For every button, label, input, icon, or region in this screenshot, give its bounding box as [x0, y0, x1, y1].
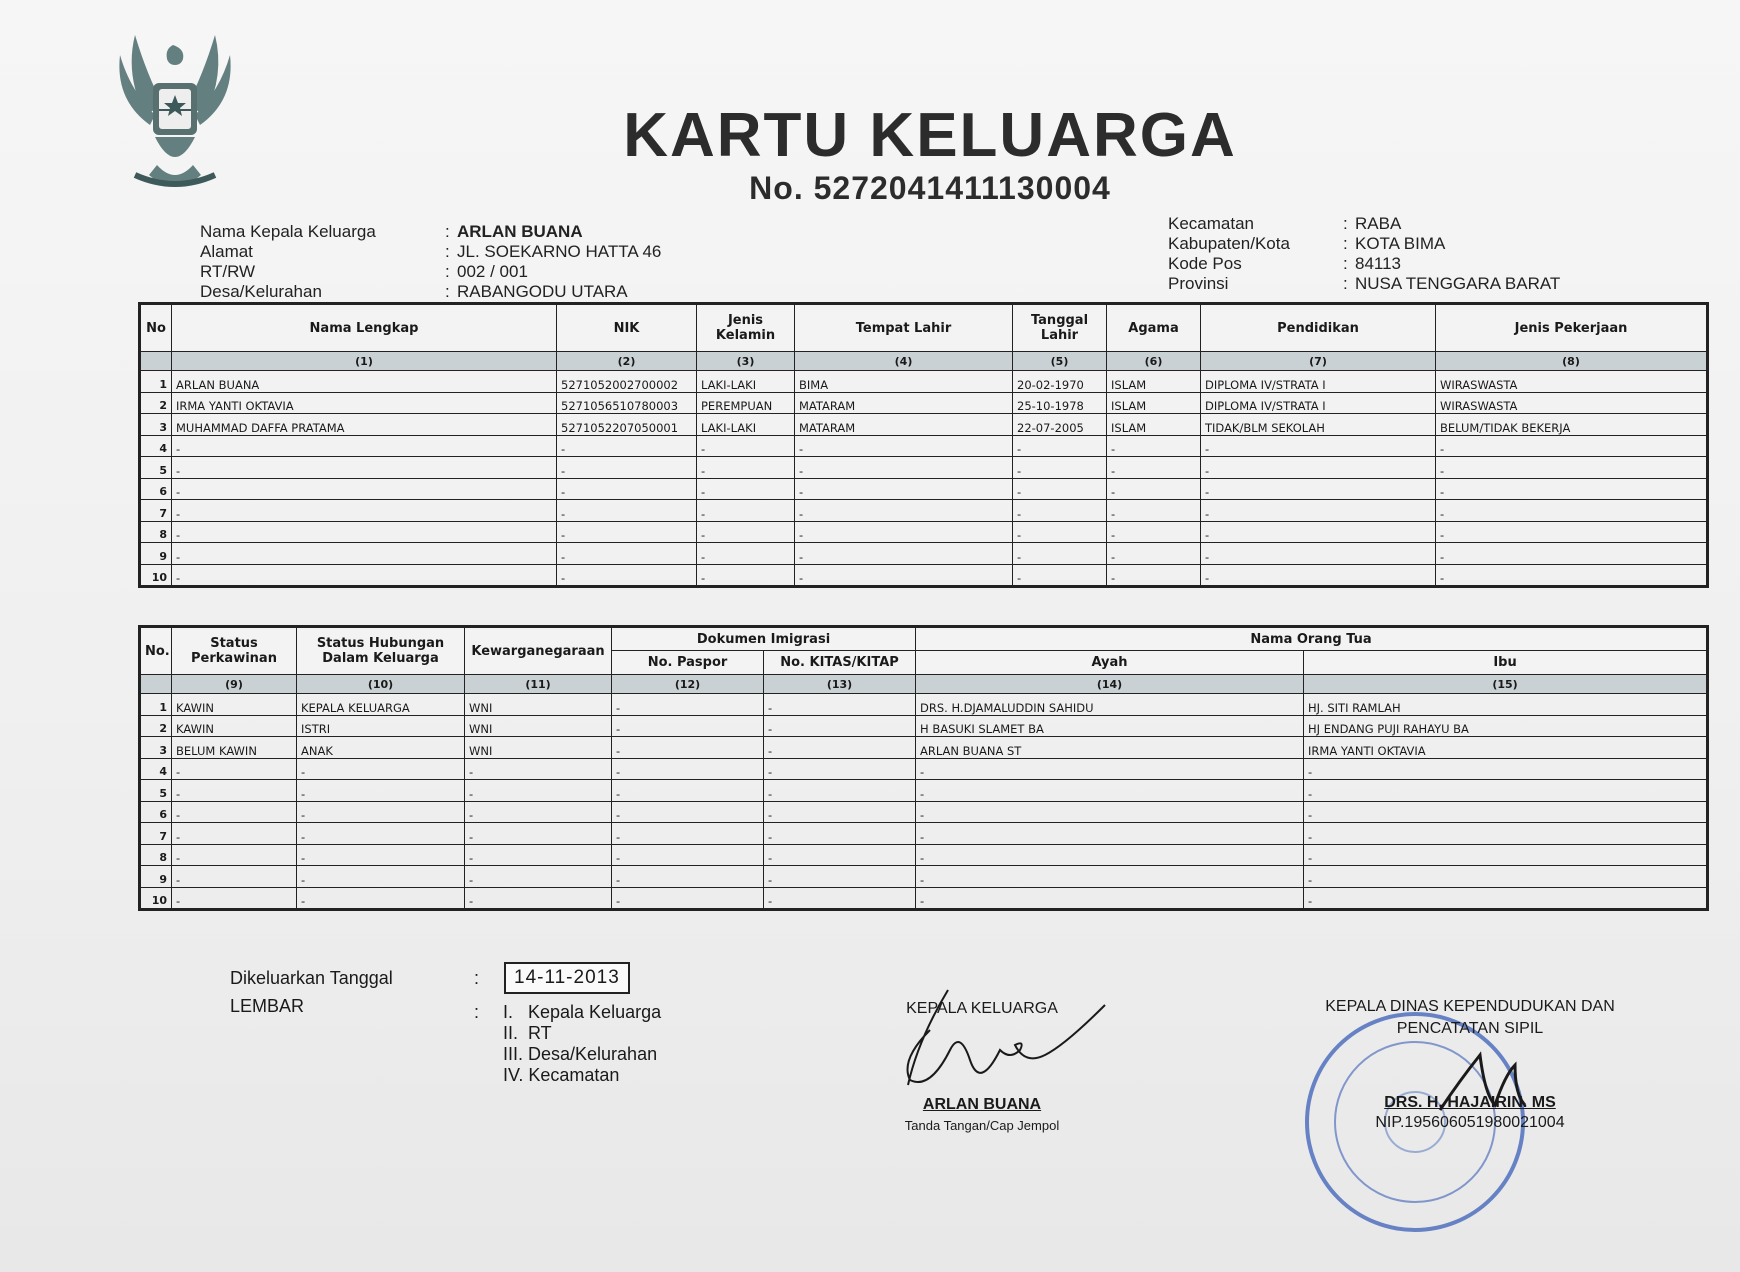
birthdate-cell: 22-07-2005 [1013, 414, 1107, 436]
marital-status-cell: - [172, 887, 297, 910]
province-row [1168, 274, 1560, 294]
birthplace-cell: MATARAM [795, 414, 1013, 436]
address-label: Alamat [200, 242, 253, 261]
family-head-signature-icon [870, 985, 1120, 1095]
religion-cell: - [1107, 457, 1201, 479]
occupation-cell: - [1436, 564, 1708, 587]
gender-cell: - [697, 564, 795, 587]
full-name-cell: IRMA YANTI OKTAVIA [172, 392, 557, 414]
birthdate-cell: 20-02-1970 [1013, 371, 1107, 393]
lembar-item: III. Desa/Kelurahan [503, 1044, 658, 1064]
member-row [140, 414, 1708, 436]
full-name-cell: ARLAN BUANA [172, 371, 557, 393]
occupation-cell: - [1436, 478, 1708, 500]
gender-cell: PEREMPUAN [697, 392, 795, 414]
col-header-family-relation: Status Hubungan Dalam Keluarga [297, 627, 465, 675]
col-header-education: Pendidikan [1201, 304, 1436, 352]
member-status-row [140, 715, 1708, 737]
member-row [140, 478, 1708, 500]
separator: : [1343, 274, 1348, 293]
education-cell: - [1201, 478, 1436, 500]
father-name-cell: - [916, 801, 1304, 823]
postal-code-label: Kode Pos [1168, 254, 1242, 273]
gender-cell: - [697, 478, 795, 500]
birthplace-cell: - [795, 478, 1013, 500]
education-cell: - [1201, 543, 1436, 565]
col-header-birthdate: Tanggal Lahir [1013, 304, 1107, 352]
row-number-cell: 5 [140, 780, 172, 802]
birthplace-cell: - [795, 564, 1013, 587]
nik-cell: - [557, 500, 697, 522]
nik-cell: - [557, 521, 697, 543]
separator: : [445, 282, 450, 301]
occupation-cell: - [1436, 457, 1708, 479]
father-name-cell: - [916, 866, 1304, 888]
religion-cell: ISLAM [1107, 392, 1201, 414]
family-relation-cell: - [297, 866, 465, 888]
mother-name-cell: - [1304, 823, 1708, 845]
village-row [200, 282, 661, 302]
family-relation-cell: - [297, 844, 465, 866]
postal-code-row [1168, 254, 1560, 274]
family-relation-cell: - [297, 801, 465, 823]
father-name-cell: H BASUKI SLAMET BA [916, 715, 1304, 737]
column-number-cell: (4) [795, 352, 1013, 371]
occupation-cell: BELUM/TIDAK BEKERJA [1436, 414, 1708, 436]
nik-cell: 5271052002700002 [557, 371, 697, 393]
citizenship-cell: - [465, 823, 612, 845]
row-number-cell: 9 [140, 866, 172, 888]
citizenship-cell: - [465, 801, 612, 823]
nik-cell: - [557, 478, 697, 500]
separator: : [474, 968, 480, 988]
district-label: Kecamatan [1168, 214, 1254, 233]
head-name-value: ARLAN BUANA [457, 222, 583, 241]
document-title: KARTU KELUARGA [623, 101, 1237, 170]
row-number-cell: 9 [140, 543, 172, 565]
family-relation-cell: KEPALA KELUARGA [297, 694, 465, 716]
passport-cell: - [612, 758, 764, 780]
marital-status-cell: - [172, 823, 297, 845]
row-number-cell: 4 [140, 435, 172, 457]
passport-cell: - [612, 737, 764, 759]
separator: : [445, 262, 450, 281]
mother-name-cell: IRMA YANTI OKTAVIA [1304, 737, 1708, 759]
occupation-cell: WIRASWASTA [1436, 392, 1708, 414]
dinas-official-nip: NIP.195606051980021004 [1375, 1114, 1565, 1131]
birthplace-cell: MATARAM [795, 392, 1013, 414]
religion-cell: - [1107, 564, 1201, 587]
gender-cell: - [697, 500, 795, 522]
religion-cell: ISLAM [1107, 414, 1201, 436]
row-number-cell: 1 [140, 694, 172, 716]
lembar-item: IV. Kecamatan [503, 1065, 620, 1085]
education-cell: DIPLOMA IV/STRATA I [1201, 392, 1436, 414]
postal-code-value: 84113 [1355, 254, 1402, 273]
regency-value: KOTA BIMA [1355, 234, 1446, 253]
mother-name-cell: - [1304, 887, 1708, 910]
family-relation-cell: ANAK [297, 737, 465, 759]
birthdate-cell: - [1013, 435, 1107, 457]
dinas-official-name: DRS. H. HAJAIRIN. MS [1384, 1094, 1556, 1111]
mother-name-cell: HJ ENDANG PUJI RAHAYU BA [1304, 715, 1708, 737]
separator: : [1343, 214, 1348, 233]
nik-cell: - [557, 457, 697, 479]
separator: : [1343, 234, 1348, 253]
row-number-cell: 4 [140, 758, 172, 780]
family-card-number: No. 5272041411130004 [749, 170, 1111, 206]
column-number-cell: (8) [1436, 352, 1708, 371]
citizenship-cell: - [465, 866, 612, 888]
column-number-cell [140, 675, 172, 694]
citizenship-cell: WNI [465, 715, 612, 737]
birthdate-cell: - [1013, 500, 1107, 522]
col-header-no: No. [140, 627, 172, 675]
father-name-cell: - [916, 823, 1304, 845]
marital-status-cell: - [172, 780, 297, 802]
birthplace-cell: - [795, 457, 1013, 479]
nik-cell: 5271056510780003 [557, 392, 697, 414]
column-number-cell: (12) [612, 675, 764, 694]
full-name-cell: - [172, 564, 557, 587]
religion-cell: - [1107, 521, 1201, 543]
member-status-row [140, 887, 1708, 910]
birthdate-cell: 25-10-1978 [1013, 392, 1107, 414]
member-status-row [140, 801, 1708, 823]
full-name-cell: - [172, 435, 557, 457]
column-number-cell: (11) [465, 675, 612, 694]
family-relation-cell: - [297, 823, 465, 845]
kitas-cell: - [764, 887, 916, 910]
education-cell: - [1201, 564, 1436, 587]
full-name-cell: - [172, 521, 557, 543]
nik-cell: - [557, 564, 697, 587]
mother-name-cell: - [1304, 801, 1708, 823]
table2-body [140, 694, 1708, 910]
full-name-cell: - [172, 457, 557, 479]
citizenship-cell: - [465, 844, 612, 866]
header-left-info [200, 222, 661, 302]
village-label: Desa/Kelurahan [200, 282, 322, 301]
table1-body [140, 371, 1708, 587]
member-row [140, 543, 1708, 565]
member-status-row [140, 866, 1708, 888]
district-value: RABA [1355, 214, 1402, 233]
father-name-cell: ARLAN BUANA ST [916, 737, 1304, 759]
passport-cell: - [612, 715, 764, 737]
kitas-cell: - [764, 801, 916, 823]
birthplace-cell: - [795, 435, 1013, 457]
column-number-cell: (10) [297, 675, 465, 694]
col-header-full-name: Nama Lengkap [172, 304, 557, 352]
father-name-cell: DRS. H.DJAMALUDDIN SAHIDU [916, 694, 1304, 716]
lembar-label: LEMBAR [230, 996, 305, 1016]
religion-cell: - [1107, 543, 1201, 565]
father-name-cell: - [916, 758, 1304, 780]
gender-cell: LAKI-LAKI [697, 371, 795, 393]
col-header-immigration-docs: Dokumen Imigrasi [612, 627, 916, 651]
col-header-gender: Jenis Kelamin [697, 304, 795, 352]
rtrw-row [200, 262, 661, 282]
religion-cell: - [1107, 478, 1201, 500]
nik-cell: - [557, 435, 697, 457]
row-number-cell: 8 [140, 521, 172, 543]
citizenship-cell: WNI [465, 737, 612, 759]
member-status-row [140, 844, 1708, 866]
table1-header-row [140, 304, 1708, 352]
rtrw-label: RT/RW [200, 262, 256, 281]
marital-status-cell: KAWIN [172, 694, 297, 716]
mother-name-cell: - [1304, 866, 1708, 888]
family-status-table [138, 625, 1709, 911]
occupation-cell: - [1436, 521, 1708, 543]
marital-status-cell: - [172, 758, 297, 780]
column-number-cell: (15) [1304, 675, 1708, 694]
mother-name-cell: - [1304, 758, 1708, 780]
column-number-cell: (1) [172, 352, 557, 371]
garuda-emblem-icon [95, 25, 255, 205]
row-number-cell: 2 [140, 392, 172, 414]
separator: : [1343, 254, 1348, 273]
father-name-cell: - [916, 844, 1304, 866]
citizenship-cell: - [465, 780, 612, 802]
col-header-mother: Ibu [1304, 651, 1708, 675]
row-number-cell: 3 [140, 737, 172, 759]
mother-name-cell: - [1304, 780, 1708, 802]
birthplace-cell: - [795, 500, 1013, 522]
religion-cell: - [1107, 500, 1201, 522]
col-header-father: Ayah [916, 651, 1304, 675]
regency-row [1168, 234, 1560, 254]
issued-date-value: 14-11-2013 [504, 962, 630, 994]
member-row [140, 500, 1708, 522]
lembar-item: I. Kepala Keluarga [503, 1002, 662, 1022]
dinas-title-line-2: PENCATATAN SIPIL [1396, 1020, 1544, 1037]
separator: : [474, 1002, 480, 1022]
father-name-cell: - [916, 887, 1304, 910]
row-number-cell: 6 [140, 801, 172, 823]
birthdate-cell: - [1013, 521, 1107, 543]
column-number-cell: (9) [172, 675, 297, 694]
column-number-cell: (5) [1013, 352, 1107, 371]
col-header-marital-status: Status Perkawinan [172, 627, 297, 675]
col-header-passport: No. Paspor [612, 651, 764, 675]
passport-cell: - [612, 823, 764, 845]
family-head-sign-name: ARLAN BUANA [922, 1096, 1042, 1113]
row-number-cell: 7 [140, 823, 172, 845]
gender-cell: - [697, 521, 795, 543]
kitas-cell: - [764, 780, 916, 802]
col-header-occupation: Jenis Pekerjaan [1436, 304, 1708, 352]
row-number-cell: 6 [140, 478, 172, 500]
rtrw-value: 002 / 001 [457, 262, 528, 281]
occupation-cell: - [1436, 543, 1708, 565]
row-number-cell: 1 [140, 371, 172, 393]
marital-status-cell: - [172, 844, 297, 866]
kitas-cell: - [764, 694, 916, 716]
marital-status-cell: - [172, 801, 297, 823]
marital-status-cell: - [172, 866, 297, 888]
passport-cell: - [612, 801, 764, 823]
citizenship-cell: - [465, 758, 612, 780]
family-head-sign-title: KEPALA KELUARGA [906, 1000, 1058, 1017]
head-name-label: Nama Kepala Keluarga [200, 222, 376, 241]
mother-name-cell: - [1304, 844, 1708, 866]
kitas-cell: - [764, 866, 916, 888]
education-cell: - [1201, 500, 1436, 522]
kitas-cell: - [764, 823, 916, 845]
family-members-table [138, 302, 1709, 588]
col-header-no: No [140, 304, 172, 352]
province-label: Provinsi [1168, 274, 1229, 293]
row-number-cell: 8 [140, 844, 172, 866]
row-number-cell: 3 [140, 414, 172, 436]
family-relation-cell: - [297, 780, 465, 802]
address-row [200, 242, 661, 262]
table1-column-number-row [140, 352, 1708, 371]
kitas-cell: - [764, 715, 916, 737]
member-row [140, 564, 1708, 587]
kitas-cell: - [764, 844, 916, 866]
dinas-title-line-1: KEPALA DINAS KEPENDUDUKAN DAN [1325, 998, 1615, 1015]
family-relation-cell: - [297, 887, 465, 910]
passport-cell: - [612, 780, 764, 802]
citizenship-cell: WNI [465, 694, 612, 716]
member-row [140, 371, 1708, 393]
district-row [1168, 214, 1560, 234]
nik-cell: - [557, 543, 697, 565]
member-status-row [140, 694, 1708, 716]
kitas-cell: - [764, 758, 916, 780]
education-cell: - [1201, 521, 1436, 543]
row-number-cell: 2 [140, 715, 172, 737]
kitas-cell: - [764, 737, 916, 759]
member-row [140, 457, 1708, 479]
religion-cell: ISLAM [1107, 371, 1201, 393]
passport-cell: - [612, 887, 764, 910]
col-header-birthplace: Tempat Lahir [795, 304, 1013, 352]
passport-cell: - [612, 844, 764, 866]
full-name-cell: MUHAMMAD DAFFA PRATAMA [172, 414, 557, 436]
education-cell: DIPLOMA IV/STRATA I [1201, 371, 1436, 393]
family-relation-cell: - [297, 758, 465, 780]
col-header-kitas: No. KITAS/KITAP [764, 651, 916, 675]
member-status-row [140, 780, 1708, 802]
father-name-cell: - [916, 780, 1304, 802]
member-status-row [140, 758, 1708, 780]
col-header-citizenship: Kewarganegaraan [465, 627, 612, 675]
lembar-list [503, 1002, 661, 1086]
passport-cell: - [612, 694, 764, 716]
citizenship-cell: - [465, 887, 612, 910]
col-header-religion: Agama [1107, 304, 1201, 352]
birthdate-cell: - [1013, 543, 1107, 565]
education-cell: - [1201, 435, 1436, 457]
nik-cell: 5271052207050001 [557, 414, 697, 436]
row-number-cell: 5 [140, 457, 172, 479]
province-value: NUSA TENGGARA BARAT [1355, 274, 1561, 293]
religion-cell: - [1107, 435, 1201, 457]
row-number-cell: 10 [140, 564, 172, 587]
occupation-cell: WIRASWASTA [1436, 371, 1708, 393]
marital-status-cell: KAWIN [172, 715, 297, 737]
full-name-cell: - [172, 500, 557, 522]
head-name-row [200, 222, 661, 242]
education-cell: TIDAK/BLM SEKOLAH [1201, 414, 1436, 436]
column-number-cell: (6) [1107, 352, 1201, 371]
occupation-cell: - [1436, 500, 1708, 522]
birthdate-cell: - [1013, 564, 1107, 587]
birthplace-cell: BIMA [795, 371, 1013, 393]
address-value: JL. SOEKARNO HATTA 46 [457, 242, 662, 261]
column-number-cell: (14) [916, 675, 1304, 694]
row-number-cell: 10 [140, 887, 172, 910]
birthdate-cell: - [1013, 457, 1107, 479]
gender-cell: - [697, 543, 795, 565]
gender-cell: - [697, 435, 795, 457]
birthplace-cell: - [795, 521, 1013, 543]
column-number-cell: (3) [697, 352, 795, 371]
lembar-item: II. RT [503, 1023, 552, 1043]
education-cell: - [1201, 457, 1436, 479]
full-name-cell: - [172, 478, 557, 500]
member-row [140, 392, 1708, 414]
regency-label: Kabupaten/Kota [1168, 234, 1290, 253]
col-header-parents: Nama Orang Tua [916, 627, 1708, 651]
occupation-cell: - [1436, 435, 1708, 457]
row-number-cell: 7 [140, 500, 172, 522]
mother-name-cell: HJ. SITI RAMLAH [1304, 694, 1708, 716]
member-status-row [140, 737, 1708, 759]
member-row [140, 521, 1708, 543]
member-status-row [140, 823, 1708, 845]
table2-column-number-row [140, 675, 1708, 694]
column-number-cell [140, 352, 172, 371]
separator: : [445, 222, 450, 241]
table2-header-row-1 [140, 627, 1708, 651]
village-value: RABANGODU UTARA [457, 282, 628, 301]
gender-cell: - [697, 457, 795, 479]
issued-date-label: Dikeluarkan Tanggal [230, 968, 393, 988]
member-row [140, 435, 1708, 457]
birthplace-cell: - [795, 543, 1013, 565]
gender-cell: LAKI-LAKI [697, 414, 795, 436]
separator: : [445, 242, 450, 261]
col-header-nik: NIK [557, 304, 697, 352]
birthdate-cell: - [1013, 478, 1107, 500]
passport-cell: - [612, 866, 764, 888]
column-number-cell: (13) [764, 675, 916, 694]
family-head-sign-caption: Tanda Tangan/Cap Jempol [904, 1118, 1060, 1133]
marital-status-cell: BELUM KAWIN [172, 737, 297, 759]
header-right-info [1168, 214, 1560, 294]
column-number-cell: (2) [557, 352, 697, 371]
family-relation-cell: ISTRI [297, 715, 465, 737]
column-number-cell: (7) [1201, 352, 1436, 371]
full-name-cell: - [172, 543, 557, 565]
